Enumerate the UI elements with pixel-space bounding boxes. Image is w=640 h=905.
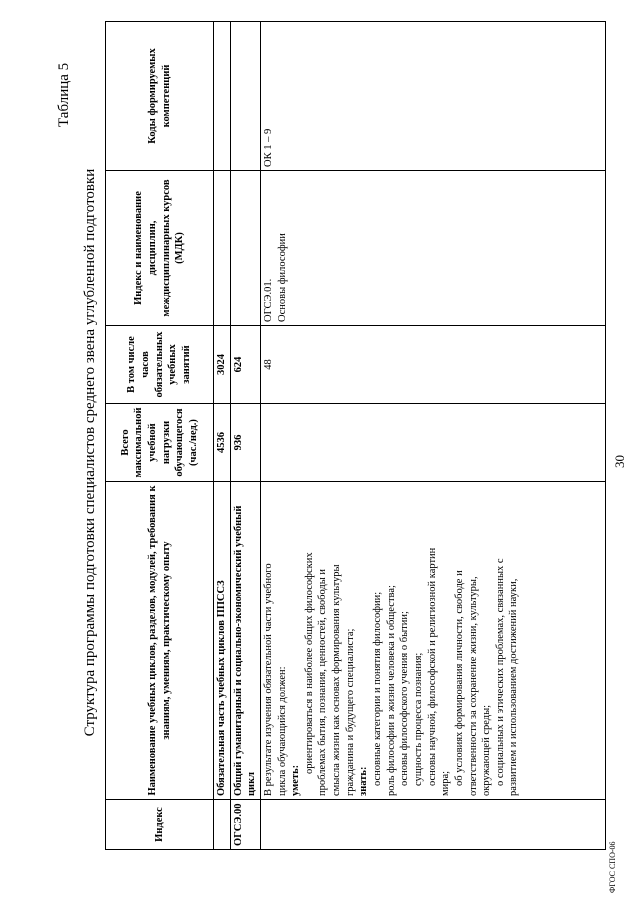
cell-competence-codes: ОК 1 – 9 [260,22,605,171]
table-row-discipline [260,22,605,850]
header-index: Индекс [106,800,214,850]
footer-code: ФГОС СПО-06 [608,841,617,893]
table-row-cycle [230,22,260,850]
cell-required-part-name: Обязательная часть учебных циклов ППССЗ [214,482,231,800]
text-line: гражданина и будущего специалиста; [344,628,356,796]
text-line: ответственности за сохранение жизни, культуры, [467,576,479,796]
cell-cycle-name: Общий гуманитарный и социально-экономический учебный цикл [230,482,260,800]
cell-discipline-requirements [260,482,605,800]
header-codes: Коды формируемых компетенций [106,22,214,171]
text-line: об условиях формирования личности, свободе и [453,570,465,786]
page-number: 30 [612,455,627,468]
header-name: Наименование учебных циклов, разделов, модулей, требования к знаниям, умениям, практическому опыту [106,482,214,800]
text-line: роль философии в жизни человека и общества; [385,585,397,796]
discipline-code: ОГСЭ.01. [262,278,274,322]
cell-cycle-total: 936 [230,404,260,482]
text-line: цикла обучающийся должен: [276,666,288,796]
header-required: В том числе часов обязательных учебных занятий [106,326,214,404]
text-line: развитием и использованием достижений науки, [508,578,520,796]
text-line: смысла жизни как основах формирования культуры [331,564,343,796]
cell-discipline [260,171,605,326]
text-line: сущность процесса познания; [412,652,424,786]
page-title: Структура программы подготовки специалистов среднего звена углубленной подготовки [82,168,98,737]
table-row-required-part [214,22,231,850]
cell-empty [260,800,605,850]
text-line: ориентироваться в наиболее общих философских [303,552,315,774]
cell-discipline-required: 48 [260,326,605,404]
discipline-name: Основы философии [276,233,288,322]
cell-required-part-required: 3024 [214,326,231,404]
header-total: Всего максимальной учебной нагрузки обучающегося (час./нед.) [106,404,214,482]
text-line: основы философского учения о бытии; [399,611,411,786]
text-line: основные категории и понятия философии; [372,591,384,786]
text-line: мира; [440,770,452,796]
cell-cycle-index: ОГСЭ.00 [230,800,260,850]
structure-table [105,21,606,850]
cell-cycle-required: 624 [230,326,260,404]
cell-index [214,800,231,850]
cell-empty [214,171,231,326]
cell-empty [230,22,260,171]
header-row [106,22,214,850]
cell-empty [230,171,260,326]
table-label: Таблица 5 [56,62,72,127]
text-line: проблемах бытия, познания, ценностей, свободы и [317,568,329,796]
cell-empty [214,22,231,171]
cell-empty [260,404,605,482]
cell-required-part-total: 4536 [214,404,231,482]
text-line: В результате изучения обязательной части учебного [262,563,274,796]
text-line: знать: [358,766,370,796]
text-line: окружающей среды; [481,704,493,796]
header-discipline: Индекс и наименование дисциплин, междисциплинарных курсов (МДК) [106,171,214,326]
text-line: уметь: [290,764,302,796]
text-line: основы научной, философской и религиозной картин [426,547,438,786]
text-line: о социальных и этических проблемах, связанных с [494,558,506,786]
